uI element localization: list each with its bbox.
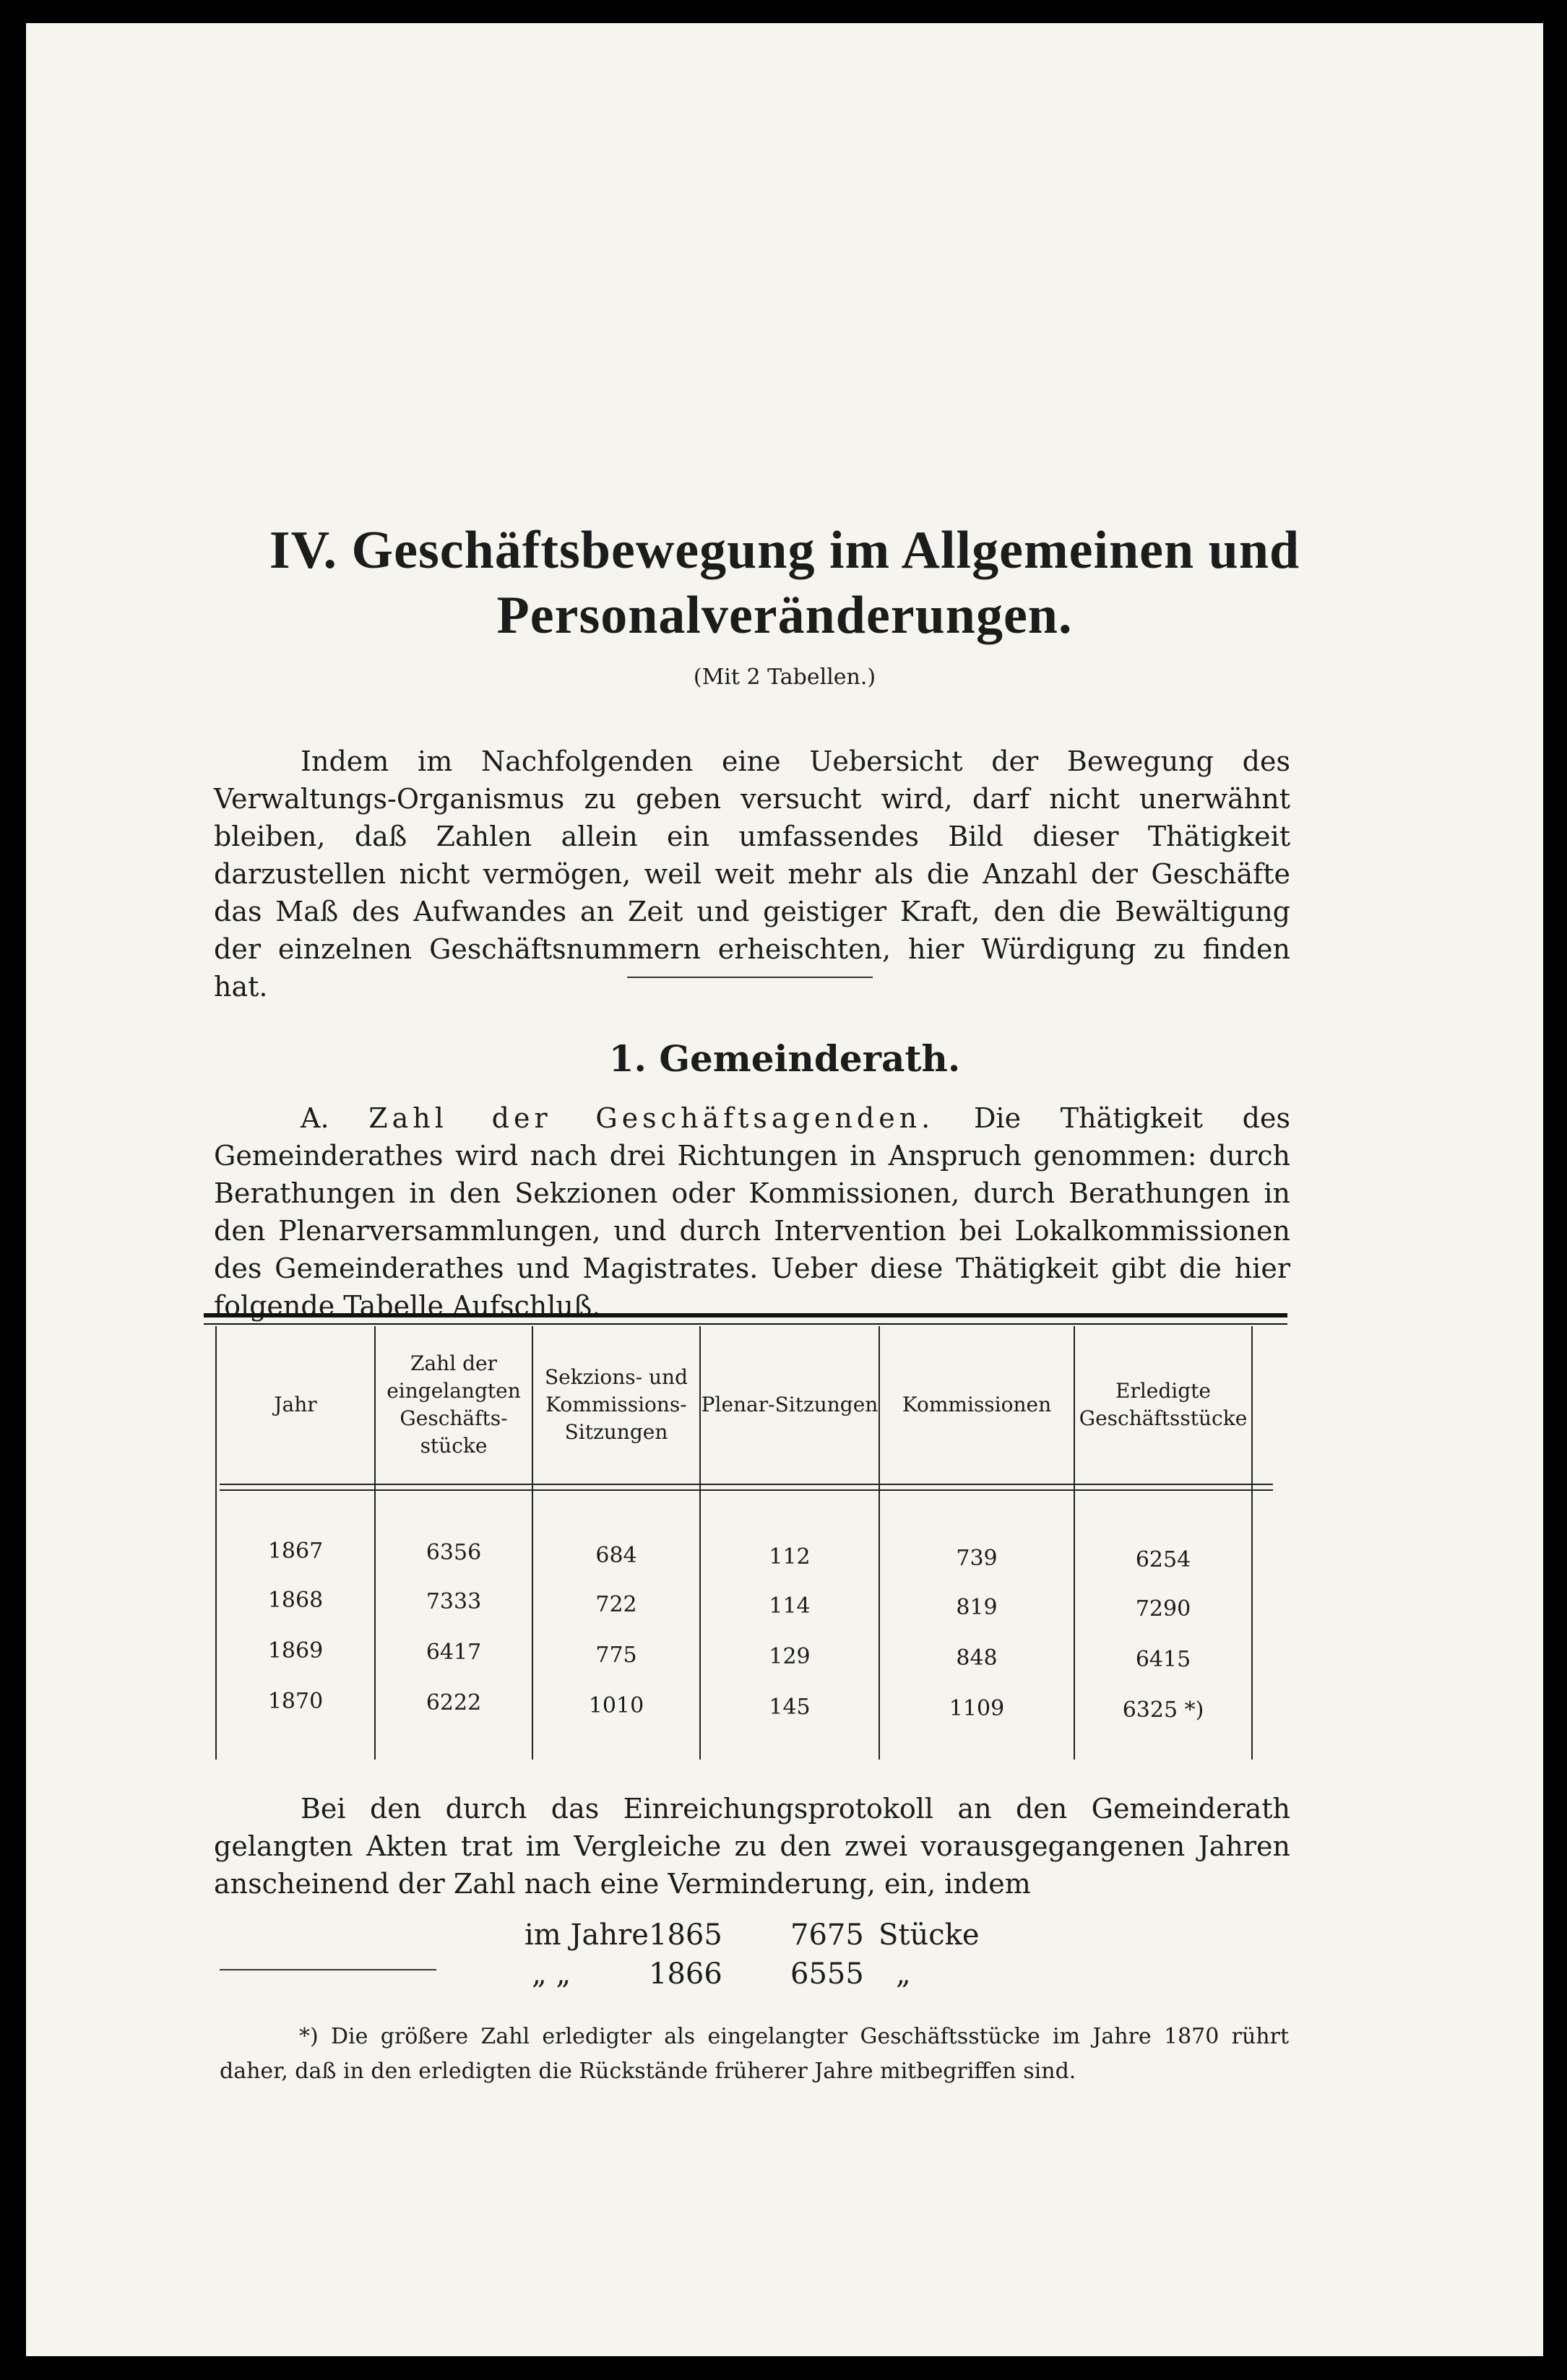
table-cell: 1869 xyxy=(267,1638,324,1663)
tables-note: (Mit 2 Tabellen.) xyxy=(693,665,876,690)
table-header-sitzungen: Sekzions- und Kommissions-Sitzungen xyxy=(544,1365,688,1444)
table-cell: 114 xyxy=(769,1593,811,1619)
table-cell: 819 xyxy=(956,1595,998,1620)
after-table-paragraph xyxy=(214,1790,1290,1903)
table-cell: 7290 xyxy=(1135,1596,1191,1622)
table-header-jahr: Jahr xyxy=(274,1393,317,1416)
table-cell: 112 xyxy=(769,1544,811,1570)
table-cell: 1109 xyxy=(949,1696,1005,1721)
table-cell: 6356 xyxy=(426,1540,482,1565)
table-cell: 6325 *) xyxy=(1122,1697,1204,1723)
table-cell: 1870 xyxy=(267,1689,324,1714)
table-border-right xyxy=(1251,1326,1253,1760)
section-lead-spaced: Zahl der Geschäftsagenden. xyxy=(368,1102,935,1134)
table-cell: 6254 xyxy=(1135,1547,1191,1572)
table-cell: 775 xyxy=(595,1643,637,1668)
table-top-rule-thin xyxy=(204,1323,1287,1325)
table-header-kommissionen: Kommissionen xyxy=(902,1393,1052,1416)
footnote-rule xyxy=(220,1969,436,1970)
section-lead-paragraph xyxy=(214,1099,1290,1325)
table-header-rule xyxy=(220,1484,1273,1485)
intro-paragraph-text: Indem im Nachfolgenden eine Uebersicht der Bewegung des Verwaltungs-Organismus zu geben versucht wird, darf nicht unerwähnt bleiben, daß Zahlen allein ein umfassendes Bild dieser Thätigkeit darzustellen nicht vermögen, weil weit mehr als die Anzahl der Geschäfte das Maß des Aufwandes an Zeit und geistiger Kraft, den die Bewältigung der einzelnen Geschäftsnummern erheischten, hier Würdigung zu finden hat. xyxy=(214,745,1290,1003)
table-cell: 1010 xyxy=(588,1693,644,1718)
after-table-text: Bei den durch das Einreichungsprotokoll an den Gemeinderath gelangten Akten trat im Vergleiche zu den zwei vorausgegangenen Jahren anscheinend der Zahl nach eine Verminderung, ein, indem xyxy=(214,1793,1290,1900)
section-divider xyxy=(627,977,873,978)
table-top-rule-thick xyxy=(204,1313,1287,1317)
table-header-plenar: Plenar-Sitzungen xyxy=(701,1393,879,1416)
table-cell: 1867 xyxy=(267,1539,324,1564)
table-cell: 684 xyxy=(595,1543,637,1568)
intro-paragraph xyxy=(214,743,1290,1005)
stat-value: 7675 xyxy=(790,1918,864,1952)
footnote xyxy=(220,2020,1289,2089)
document-page xyxy=(26,23,1543,2356)
table-cell: 7333 xyxy=(426,1589,482,1614)
footnote-text: *) Die größere Zahl erledigter als eingelangter Geschäftsstücke im Jahre 1870 rührt daher, daß in den erledigten die Rückstände früherer Jahre mitbegriffen sind. xyxy=(220,2024,1289,2084)
stat-year: 1865 xyxy=(649,1918,722,1952)
table-cell: 739 xyxy=(956,1546,998,1571)
table-header-rule-2 xyxy=(220,1489,1273,1491)
table-cell: 6222 xyxy=(426,1690,482,1715)
stat-year: 1866 xyxy=(649,1957,722,1991)
section-lead-prefix: A. xyxy=(301,1102,329,1134)
stat-unit: Stücke xyxy=(879,1918,980,1952)
table-cell: 6415 xyxy=(1135,1647,1191,1672)
table-header-erledigt: Erledigte Geschäftsstücke xyxy=(1079,1379,1248,1430)
chapter-title-line-2: Personalveränderungen. xyxy=(496,586,1073,645)
section-lead-body: Die Thätigkeit des Gemeinderathes wird nach drei Richtungen in Anspruch genommen: durch Berathungen in den Sekzionen oder Kommissionen, durch Berathungen in den Plenarversammlungen, und durch Intervention bei Lokalkommissionen des Gemeinderathes und Magistrates. Ueber diese Thätigkeit gibt die hier folgende Tabelle Aufschluß. xyxy=(214,1102,1290,1322)
table-cell: 6417 xyxy=(426,1640,482,1665)
section-title: 1. Gemeinderath. xyxy=(608,1037,961,1080)
chapter-title-line-1: IV. Geschäftsbewegung im Allgemeinen und xyxy=(269,521,1300,580)
table-cell: 129 xyxy=(769,1644,811,1669)
stat-value: 6555 xyxy=(790,1957,864,1991)
stat-prefix: „ „ xyxy=(532,1957,571,1991)
table-header-eingelangt: Zahl der eingelangten Geschäfts-stücke xyxy=(387,1351,521,1458)
table-cell: 848 xyxy=(956,1645,998,1671)
table-cell: 1868 xyxy=(267,1588,324,1613)
section-lead-text xyxy=(214,1099,1290,1325)
table-cell: 722 xyxy=(595,1592,637,1617)
table-cell: 145 xyxy=(769,1695,811,1720)
stat-unit: „ xyxy=(896,1957,911,1991)
stat-prefix: im Jahre xyxy=(525,1918,649,1952)
